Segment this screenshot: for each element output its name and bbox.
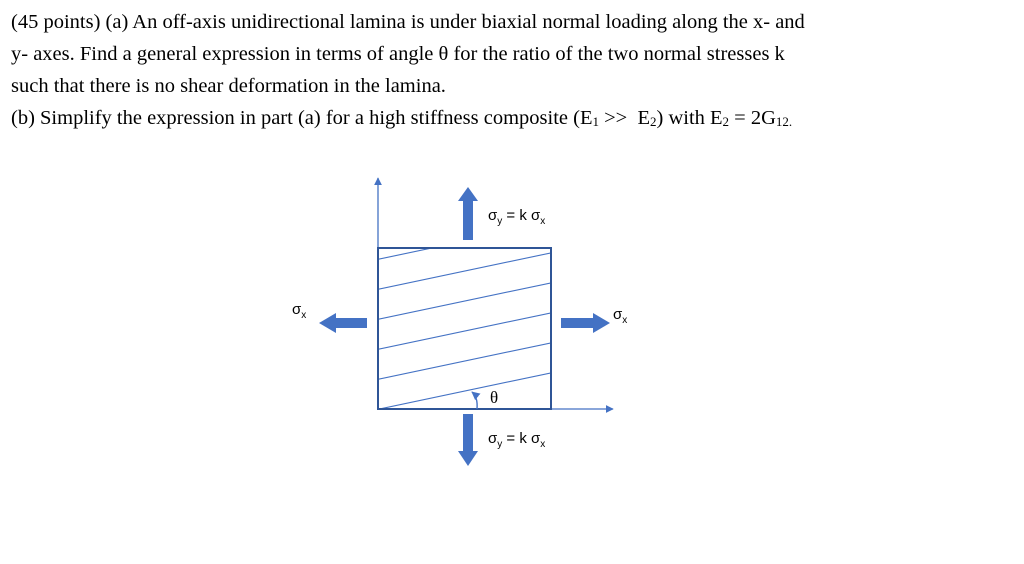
problem-line-4: (b) Simplify the expression in part (a) for a high stiffness composite (E1 >> E2) with E2 = 2G12. bbox=[11, 107, 793, 129]
label-sigma-y-bottom: $\sigma_y = k$ $\sigma_x$ bbox=[488, 430, 546, 450]
label-sigma-y-top: $\sigma_y = k$ $\sigma_x$ bbox=[488, 207, 546, 227]
arrow-left-icon bbox=[319, 313, 367, 333]
label-sigma-x-right: $\sigma_x$ bbox=[613, 306, 628, 326]
arrow-right-icon bbox=[561, 313, 610, 333]
angle-arc bbox=[472, 392, 477, 409]
lamina-square bbox=[378, 248, 551, 409]
arrow-up-icon bbox=[458, 187, 478, 240]
fiber-lines bbox=[370, 221, 560, 411]
problem-line-2: y- axes. Find a general expression in terms of angle θ for the ratio of the two normal stresses k bbox=[11, 43, 785, 65]
arrow-down-icon bbox=[458, 414, 478, 466]
angle-label: θ bbox=[490, 388, 499, 407]
label-sigma-x-left: $\sigma_x$ bbox=[292, 301, 307, 321]
problem-line-3: such that there is no shear deformation in the lamina. bbox=[11, 75, 446, 97]
problem-line-1: (45 points) (a) An off-axis unidirectional lamina is under biaxial normal loading along the x- and bbox=[11, 11, 805, 33]
